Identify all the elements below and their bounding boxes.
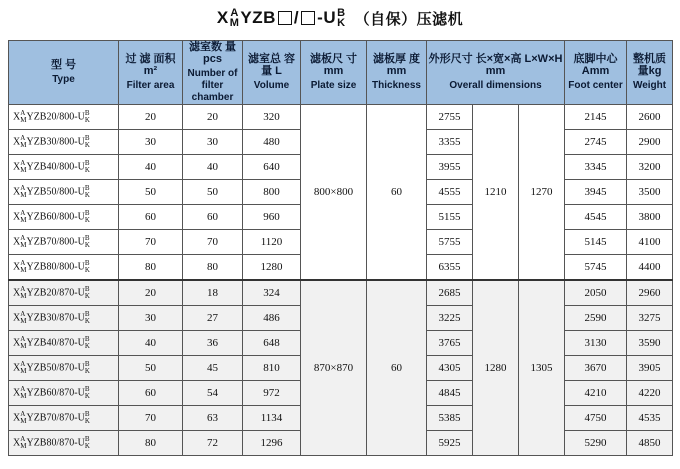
header-thickness: 滤板厚 度 mm Thickness (367, 41, 427, 105)
model-bk-stack: B K (84, 234, 90, 249)
foot-center-cell: 4750 (565, 406, 627, 431)
chambers-cell: 45 (183, 356, 243, 381)
weight-cell: 4220 (627, 381, 673, 406)
width-cell: 1210 (473, 105, 519, 281)
volume-cell: 800 (243, 180, 301, 205)
model-name: YZB40/870-U (26, 337, 85, 349)
chambers-cell: 30 (183, 130, 243, 155)
length-cell: 4845 (427, 381, 473, 406)
length-cell: 5385 (427, 406, 473, 431)
title-bk-stack (337, 8, 345, 28)
model-bk-stack: B K (84, 134, 90, 149)
area-cell: 30 (119, 306, 183, 331)
chambers-cell: 60 (183, 205, 243, 230)
area-cell: 30 (119, 130, 183, 155)
length-cell: 3955 (427, 155, 473, 180)
chambers-cell: 18 (183, 280, 243, 306)
placeholder-box-icon (301, 11, 315, 25)
foot-center-cell: 4545 (565, 205, 627, 230)
foot-center-cell: 5745 (565, 255, 627, 281)
model-cell (9, 155, 119, 180)
chambers-cell: 50 (183, 180, 243, 205)
volume-cell: 480 (243, 130, 301, 155)
title-model: YZB (240, 8, 276, 27)
area-cell: 80 (119, 431, 183, 456)
header-weight: 整机质 量kg Weight (627, 41, 673, 105)
chambers-cell: 20 (183, 105, 243, 130)
weight-cell: 3500 (627, 180, 673, 205)
chambers-cell: 80 (183, 255, 243, 281)
model-name: YZB70/870-U (26, 412, 85, 424)
length-cell: 3225 (427, 306, 473, 331)
chambers-cell: 54 (183, 381, 243, 406)
placeholder-box-icon (278, 11, 292, 25)
model-bk-stack: B K (84, 259, 90, 274)
header-type: 型 号 Type (9, 41, 119, 105)
length-cell: 5925 (427, 431, 473, 456)
model-bk-stack: B K (84, 360, 90, 375)
weight-cell: 4400 (627, 255, 673, 281)
model-name: YZB30/870-U (26, 312, 85, 324)
model-am-stack: A M (20, 335, 27, 350)
height-cell: 1270 (519, 105, 565, 281)
thickness-cell: 60 (367, 105, 427, 281)
volume-cell: 1296 (243, 431, 301, 456)
model-prefix: X (13, 261, 21, 273)
volume-cell: 960 (243, 205, 301, 230)
chambers-cell: 40 (183, 155, 243, 180)
chambers-cell: 36 (183, 331, 243, 356)
length-cell: 5155 (427, 205, 473, 230)
foot-center-cell: 3345 (565, 155, 627, 180)
volume-cell: 648 (243, 331, 301, 356)
weight-cell: 4100 (627, 230, 673, 255)
foot-center-cell: 3670 (565, 356, 627, 381)
title-am-stack (230, 8, 240, 28)
weight-cell: 3905 (627, 356, 673, 381)
model-am-stack: A M (20, 360, 27, 375)
model-name: YZB40/800-U (26, 161, 85, 173)
model-cell (9, 230, 119, 255)
weight-cell: 3800 (627, 205, 673, 230)
weight-cell: 3275 (627, 306, 673, 331)
volume-cell: 1120 (243, 230, 301, 255)
model-prefix: X (13, 437, 21, 449)
thickness-cell: 60 (367, 280, 427, 456)
area-cell: 20 (119, 280, 183, 306)
model-bk-stack: B K (84, 285, 90, 300)
model-bk-stack: B K (84, 335, 90, 350)
header-chambers: 滤室数 量 pcs Number of filter chamber (183, 41, 243, 105)
length-cell: 3355 (427, 130, 473, 155)
header-volume: 滤室总 容量 L Volume (243, 41, 301, 105)
model-prefix: X (13, 161, 21, 173)
model-name: YZB80/800-U (26, 261, 85, 273)
weight-cell: 4535 (627, 406, 673, 431)
chambers-cell: 72 (183, 431, 243, 456)
model-cell (9, 255, 119, 281)
model-name: YZB70/800-U (26, 236, 85, 248)
header-row (9, 41, 673, 105)
model-bk-stack: B K (84, 410, 90, 425)
area-cell: 50 (119, 180, 183, 205)
title-x: X (216, 8, 229, 27)
title-k: K (337, 17, 346, 29)
model-name: YZB50/800-U (26, 186, 85, 198)
foot-center-cell: 4210 (565, 381, 627, 406)
volume-cell: 1134 (243, 406, 301, 431)
model-am-stack: A M (20, 435, 27, 450)
weight-cell: 4850 (627, 431, 673, 456)
model-cell (9, 381, 119, 406)
model-bk-stack: B K (84, 435, 90, 450)
model-cell (9, 406, 119, 431)
table-row (9, 280, 673, 306)
model-prefix: X (13, 362, 21, 374)
model-name: YZB80/870-U (26, 437, 85, 449)
model-bk-stack: B K (84, 385, 90, 400)
chambers-cell: 63 (183, 406, 243, 431)
model-name: YZB20/870-U (26, 287, 85, 299)
model-am-stack: A M (20, 285, 27, 300)
model-prefix: X (13, 186, 21, 198)
model-prefix: X (13, 412, 21, 424)
length-cell: 2685 (427, 280, 473, 306)
model-prefix: X (13, 387, 21, 399)
title-a: A (230, 7, 239, 19)
area-cell: 70 (119, 230, 183, 255)
area-cell: 40 (119, 331, 183, 356)
length-cell: 4305 (427, 356, 473, 381)
model-prefix: X (13, 111, 21, 123)
area-cell: 80 (119, 255, 183, 281)
model-name: YZB60/800-U (26, 211, 85, 223)
volume-cell: 972 (243, 381, 301, 406)
foot-center-cell: 2745 (565, 130, 627, 155)
area-cell: 40 (119, 155, 183, 180)
length-cell: 4555 (427, 180, 473, 205)
foot-center-cell: 3130 (565, 331, 627, 356)
model-am-stack: A M (20, 134, 27, 149)
foot-center-cell: 5290 (565, 431, 627, 456)
model-am-stack: A M (20, 184, 27, 199)
chambers-cell: 27 (183, 306, 243, 331)
model-cell (9, 431, 119, 456)
header-overall-dimensions: 外形尺寸 长×宽×高 L×W×H mm Overall dimensions (427, 41, 565, 105)
model-am-stack: A M (20, 310, 27, 325)
model-bk-stack: B K (84, 159, 90, 174)
volume-cell: 1280 (243, 255, 301, 281)
header-filter-area: 过 滤 面积m² Filter area (119, 41, 183, 105)
model-prefix: X (13, 211, 21, 223)
title-slash: / (293, 8, 300, 27)
model-name: YZB60/870-U (26, 387, 85, 399)
width-cell: 1280 (473, 280, 519, 456)
weight-cell: 3590 (627, 331, 673, 356)
foot-center-cell: 2050 (565, 280, 627, 306)
spec-table (8, 40, 673, 456)
title-m: M (229, 17, 240, 29)
foot-center-cell: 3945 (565, 180, 627, 205)
table-row (9, 105, 673, 130)
header-plate-size: 滤板尺 寸 mm Plate size (301, 41, 367, 105)
area-cell: 50 (119, 356, 183, 381)
model-prefix: X (13, 236, 21, 248)
model-bk-stack: B K (84, 184, 90, 199)
volume-cell: 324 (243, 280, 301, 306)
length-cell: 6355 (427, 255, 473, 281)
model-am-stack: A M (20, 410, 27, 425)
model-bk-stack: B K (84, 310, 90, 325)
model-cell (9, 205, 119, 230)
model-cell (9, 356, 119, 381)
length-cell: 5755 (427, 230, 473, 255)
model-prefix: X (13, 136, 21, 148)
plate-size-cell: 800×800 (301, 105, 367, 281)
area-cell: 60 (119, 205, 183, 230)
model-cell (9, 306, 119, 331)
header-foot-center: 底脚中心 Amm Foot center (565, 41, 627, 105)
weight-cell: 2960 (627, 280, 673, 306)
model-name: YZB50/870-U (26, 362, 85, 374)
model-am-stack: A M (20, 259, 27, 274)
length-cell: 3765 (427, 331, 473, 356)
chambers-cell: 70 (183, 230, 243, 255)
area-cell: 60 (119, 381, 183, 406)
title-chinese: （自保）压滤机 (354, 10, 464, 28)
model-cell (9, 130, 119, 155)
weight-cell: 2600 (627, 105, 673, 130)
model-cell (9, 280, 119, 306)
page-title (0, 0, 680, 36)
model-prefix: X (13, 287, 21, 299)
length-cell: 2755 (427, 105, 473, 130)
foot-center-cell: 5145 (565, 230, 627, 255)
model-name: YZB30/800-U (26, 136, 85, 148)
volume-cell: 486 (243, 306, 301, 331)
model-bk-stack: B K (84, 109, 90, 124)
plate-size-cell: 870×870 (301, 280, 367, 456)
model-bk-stack: B K (84, 209, 90, 224)
model-prefix: X (13, 337, 21, 349)
title-dash: -U (317, 8, 337, 27)
model-cell (9, 105, 119, 130)
model-name: YZB20/800-U (26, 111, 85, 123)
model-am-stack: A M (20, 209, 27, 224)
volume-cell: 320 (243, 105, 301, 130)
foot-center-cell: 2145 (565, 105, 627, 130)
model-am-stack: A M (20, 109, 27, 124)
foot-center-cell: 2590 (565, 306, 627, 331)
model-am-stack: A M (20, 385, 27, 400)
model-prefix: X (13, 312, 21, 324)
area-cell: 70 (119, 406, 183, 431)
volume-cell: 640 (243, 155, 301, 180)
weight-cell: 3200 (627, 155, 673, 180)
volume-cell: 810 (243, 356, 301, 381)
title-b: B (337, 7, 346, 19)
weight-cell: 2900 (627, 130, 673, 155)
area-cell: 20 (119, 105, 183, 130)
model-am-stack: A M (20, 159, 27, 174)
model-am-stack: A M (20, 234, 27, 249)
height-cell: 1305 (519, 280, 565, 456)
model-cell (9, 180, 119, 205)
model-cell (9, 331, 119, 356)
